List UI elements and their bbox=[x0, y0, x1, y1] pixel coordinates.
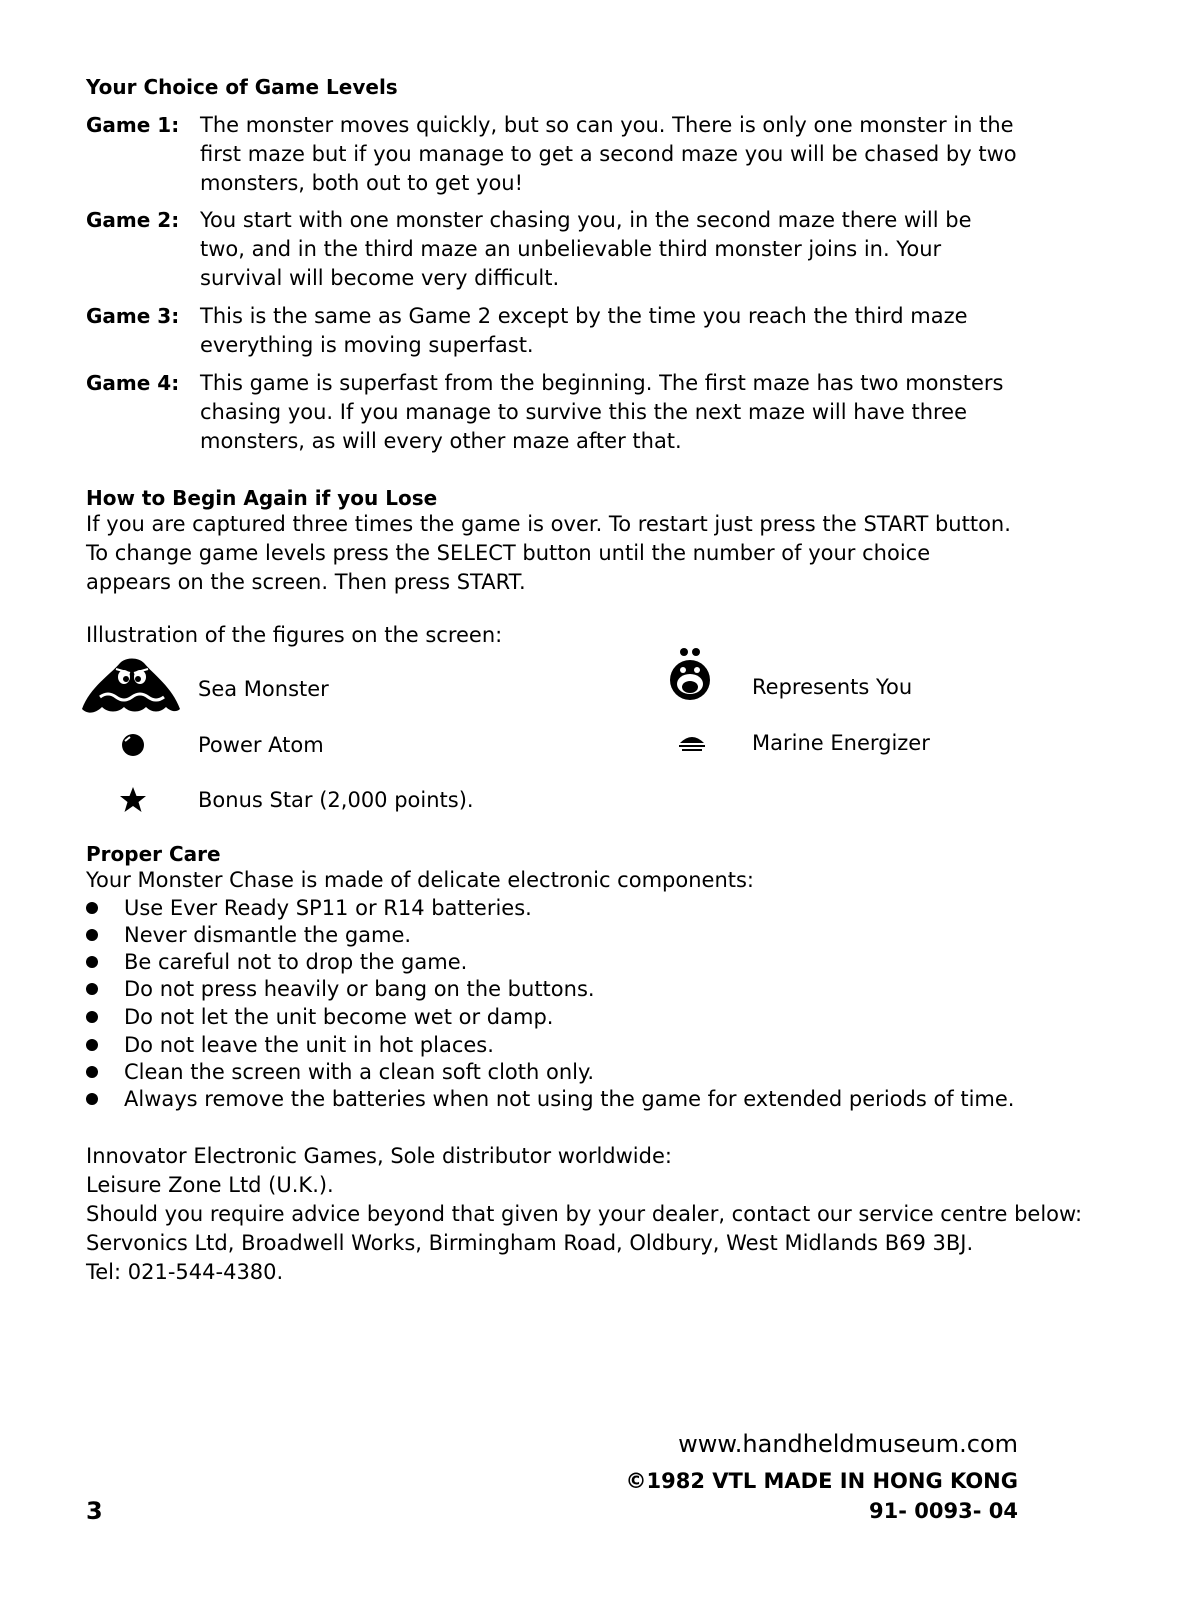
bullet-dot bbox=[86, 983, 98, 995]
game-1-description bbox=[200, 111, 1017, 198]
game-2-line: You start with one monster chasing you, in the second maze there will be bbox=[200, 208, 972, 232]
distributor-line: Leisure Zone Ltd (U.K.). bbox=[86, 1173, 334, 1197]
game-4-line: This game is superfast from the beginning. The first maze has two monsters bbox=[200, 371, 1004, 395]
bullet-dot bbox=[86, 902, 98, 914]
care-bullet-text: Clean the screen with a clean soft cloth only. bbox=[124, 1060, 595, 1084]
game-1-label: Game 1: bbox=[86, 113, 180, 137]
power-atom-label: Power Atom bbox=[198, 733, 324, 757]
care-intro: Your Monster Chase is made of delicate electronic components: bbox=[86, 868, 755, 892]
care-bullet-text: Do not press heavily or bang on the buttons. bbox=[124, 977, 595, 1001]
care-bullet-text: Do not leave the unit in hot places. bbox=[124, 1033, 494, 1057]
game-2-label: Game 2: bbox=[86, 208, 180, 232]
player-label: Represents You bbox=[752, 675, 913, 699]
website-link[interactable]: www.handheldmuseum.com bbox=[678, 1430, 1018, 1458]
game-4-label: Game 4: bbox=[86, 371, 180, 395]
distributor-line: Should you require advice beyond that given by your dealer, contact our service centre below: bbox=[86, 1202, 1083, 1226]
game-2-description bbox=[200, 206, 972, 293]
restart-text bbox=[86, 510, 1011, 597]
care-bullet-text: Be careful not to drop the game. bbox=[124, 950, 468, 974]
distributor-line: Servonics Ltd, Broadwell Works, Birmingham Road, Oldbury, West Midlands B69 3BJ. bbox=[86, 1231, 974, 1255]
game-3-line: This is the same as Game 2 except by the time you reach the third maze bbox=[200, 304, 968, 328]
distributor-line: Innovator Electronic Games, Sole distributor worldwide: bbox=[86, 1144, 672, 1168]
sea-monster-label: Sea Monster bbox=[198, 677, 329, 701]
restart-line: To change game levels press the SELECT button until the number of your choice bbox=[86, 541, 931, 565]
restart-line: If you are captured three times the game is over. To restart just press the START button. bbox=[86, 512, 1011, 536]
levels-heading: Your Choice of Game Levels bbox=[86, 75, 398, 99]
care-bullet-text: Do not let the unit become wet or damp. bbox=[124, 1005, 554, 1029]
marine-energizer-label: Marine Energizer bbox=[752, 731, 930, 755]
care-bullet-text: Never dismantle the game. bbox=[124, 923, 412, 947]
copyright-line: ©1982 VTL MADE IN HONG KONG bbox=[625, 1469, 1018, 1493]
figures-intro: Illustration of the figures on the screen: bbox=[86, 623, 503, 647]
star-icon bbox=[119, 786, 147, 814]
bullet-dot bbox=[86, 1093, 98, 1105]
game-1-line: monsters, both out to get you! bbox=[200, 171, 524, 195]
marine-energizer-icon bbox=[676, 731, 708, 753]
bullet-dot bbox=[86, 1066, 98, 1078]
bonus-star-label: Bonus Star (2,000 points). bbox=[198, 788, 474, 812]
care-bullet-text: Always remove the batteries when not using the game for extended periods of time. bbox=[124, 1087, 1015, 1111]
bullet-dot bbox=[86, 929, 98, 941]
game-4-description bbox=[200, 369, 1003, 456]
player-icon bbox=[668, 646, 712, 702]
power-atom-icon bbox=[121, 733, 145, 757]
game-4-line: monsters, as will every other maze after that. bbox=[200, 429, 682, 453]
game-3-label: Game 3: bbox=[86, 304, 180, 328]
game-3-description bbox=[200, 302, 968, 360]
bullet-dot bbox=[86, 1011, 98, 1023]
game-3-line: everything is moving superfast. bbox=[200, 333, 534, 357]
restart-heading: How to Begin Again if you Lose bbox=[86, 486, 438, 510]
part-number: 91- 0093- 04 bbox=[869, 1499, 1018, 1523]
bullet-dot bbox=[86, 956, 98, 968]
restart-line: appears on the screen. Then press START. bbox=[86, 570, 526, 594]
game-1-line: The monster moves quickly, but so can you. There is only one monster in the bbox=[200, 113, 1014, 137]
care-heading: Proper Care bbox=[86, 842, 221, 866]
page-number: 3 bbox=[86, 1497, 103, 1525]
care-bullet-text: Use Ever Ready SP11 or R14 batteries. bbox=[124, 896, 532, 920]
game-2-line: two, and in the third maze an unbelievable third monster joins in. Your bbox=[200, 237, 942, 261]
game-4-line: chasing you. If you manage to survive this the next maze will have three bbox=[200, 400, 968, 424]
bullet-dot bbox=[86, 1039, 98, 1051]
game-1-line: first maze but if you manage to get a second maze you will be chased by two bbox=[200, 142, 1017, 166]
distributor-info bbox=[86, 1142, 1082, 1287]
sea-monster-icon bbox=[80, 657, 182, 719]
distributor-line: Tel: 021-544-4380. bbox=[86, 1260, 284, 1284]
game-2-line: survival will become very difficult. bbox=[200, 266, 560, 290]
